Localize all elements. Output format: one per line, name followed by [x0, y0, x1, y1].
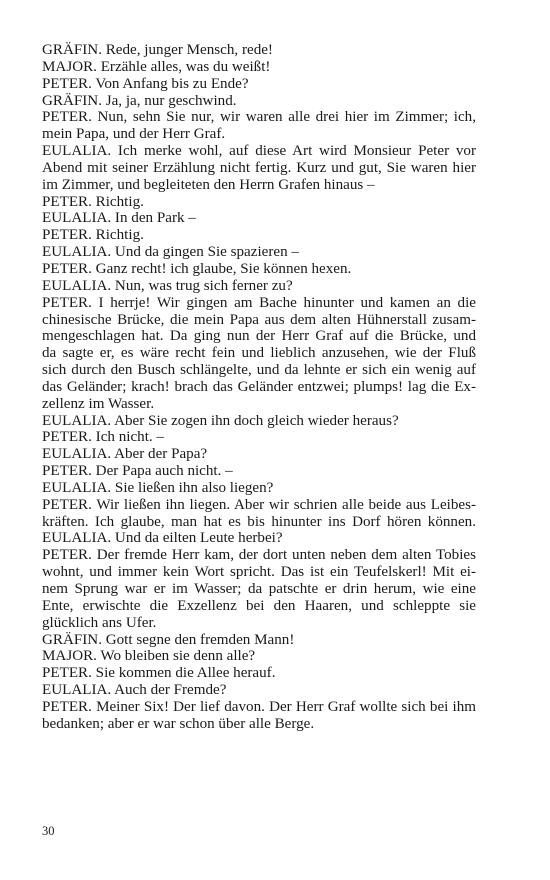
text-line: MAJOR. Erzähle alles, was du weißt!	[42, 58, 271, 75]
text-line: Abend mit seiner Erzählung nicht fertig. Kurz und gut, Sie waren hier	[42, 159, 476, 176]
text-line: PETER. Der fremde Herr kam, der dort unten neben dem alten Tobies	[42, 547, 476, 564]
text-line: da sagte er, es wäre recht fein und lieblich anzusehen, wie der Fluß	[42, 345, 476, 362]
text-line: EULALIA. Nun, was trug sich ferner zu?	[42, 277, 293, 294]
text-line: PETER. I herrje! Wir gingen am Bache hinunter und kamen an die	[42, 294, 476, 311]
text-line: EULALIA. Ich merke wohl, auf diese Art wird Monsieur Peter vor	[42, 143, 476, 160]
text-line: PETER. Ganz recht! ich glaube, Sie können hexen.	[42, 260, 352, 277]
text-line: EULALIA. Und da eilten Leute herbei?	[42, 530, 283, 547]
text-line: wohnt, und immer kein Wort spricht. Das ist ein Teufelskerl! Mit ei-	[42, 564, 476, 581]
text-line: PETER. Richtig.	[42, 193, 144, 210]
text-line: mein Papa, und der Herr Graf.	[42, 126, 226, 143]
text-line: EULALIA. Aber der Papa?	[42, 446, 208, 463]
text-line: PETER. Nun, sehn Sie nur, wir waren alle drei hier im Zimmer; ich,	[42, 109, 476, 126]
text-line: EULALIA. Auch der Fremde?	[42, 682, 227, 699]
text-line: mengeschlagen hat. Da ging nun der Herr Graf auf die Brücke, und	[42, 328, 476, 345]
text-line: PETER. Sie kommen die Allee herauf.	[42, 665, 276, 682]
text-line: PETER. Von Anfang bis zu Ende?	[42, 75, 249, 92]
text-line: zellenz im Wasser.	[42, 395, 155, 412]
text-line: PETER. Ich nicht. –	[42, 429, 164, 446]
text-line: PETER. Der Papa auch nicht. –	[42, 463, 233, 480]
text-line: sich durch den Busch schlängelte, und da lehnte er sich ein wenig auf	[42, 362, 476, 379]
text-line: PETER. Wir ließen ihn liegen. Aber wir schrien alle beide aus Leibes-	[42, 496, 476, 513]
text-line: EULALIA. Aber Sie zogen ihn doch gleich wieder heraus?	[42, 412, 399, 429]
text-line: bedanken; aber er war schon über alle Berge.	[42, 715, 315, 732]
text-line: PETER. Richtig.	[42, 227, 144, 244]
text-line: im Zimmer, und begleiteten den Herrn Grafen hinaus –	[42, 176, 375, 193]
text-line: GRÄFIN. Ja, ja, nur geschwind.	[42, 92, 237, 109]
text-line: chinesische Brücke, die mein Papa aus dem alten Hühnerstall zusam-	[42, 311, 476, 328]
page-number: 30	[42, 824, 55, 838]
text-line: glücklich ans Ufer.	[42, 614, 157, 631]
text-line: EULALIA. Und da gingen Sie spazieren –	[42, 244, 299, 261]
text-line: GRÄFIN. Rede, junger Mensch, rede!	[42, 42, 273, 58]
text-line: das Geländer; krach! brach das Geländer entzwei; plumps! lag die Ex-	[42, 378, 476, 395]
text-line: nem Sprung war er im Wasser; da patschte er drin herum, wie eine	[42, 581, 476, 597]
text-line: MAJOR. Wo bleiben sie denn alle?	[42, 648, 256, 665]
text-line: GRÄFIN. Gott segne den fremden Mann!	[42, 631, 295, 648]
text-line: kräften. Ich glaube, man hat es bis hinunter ins Dorf hören können.	[42, 513, 476, 530]
text-line: EULALIA. Sie ließen ihn also liegen?	[42, 479, 274, 496]
text-line: EULALIA. In den Park –	[42, 210, 196, 227]
page-text-block	[42, 42, 476, 733]
text-line: Ente, erwischte die Exzellenz bei den Haaren, und schleppte sie	[42, 597, 476, 614]
text-line: PETER. Meiner Six! Der lief davon. Der Herr Graf wollte sich bei ihm	[42, 698, 476, 715]
